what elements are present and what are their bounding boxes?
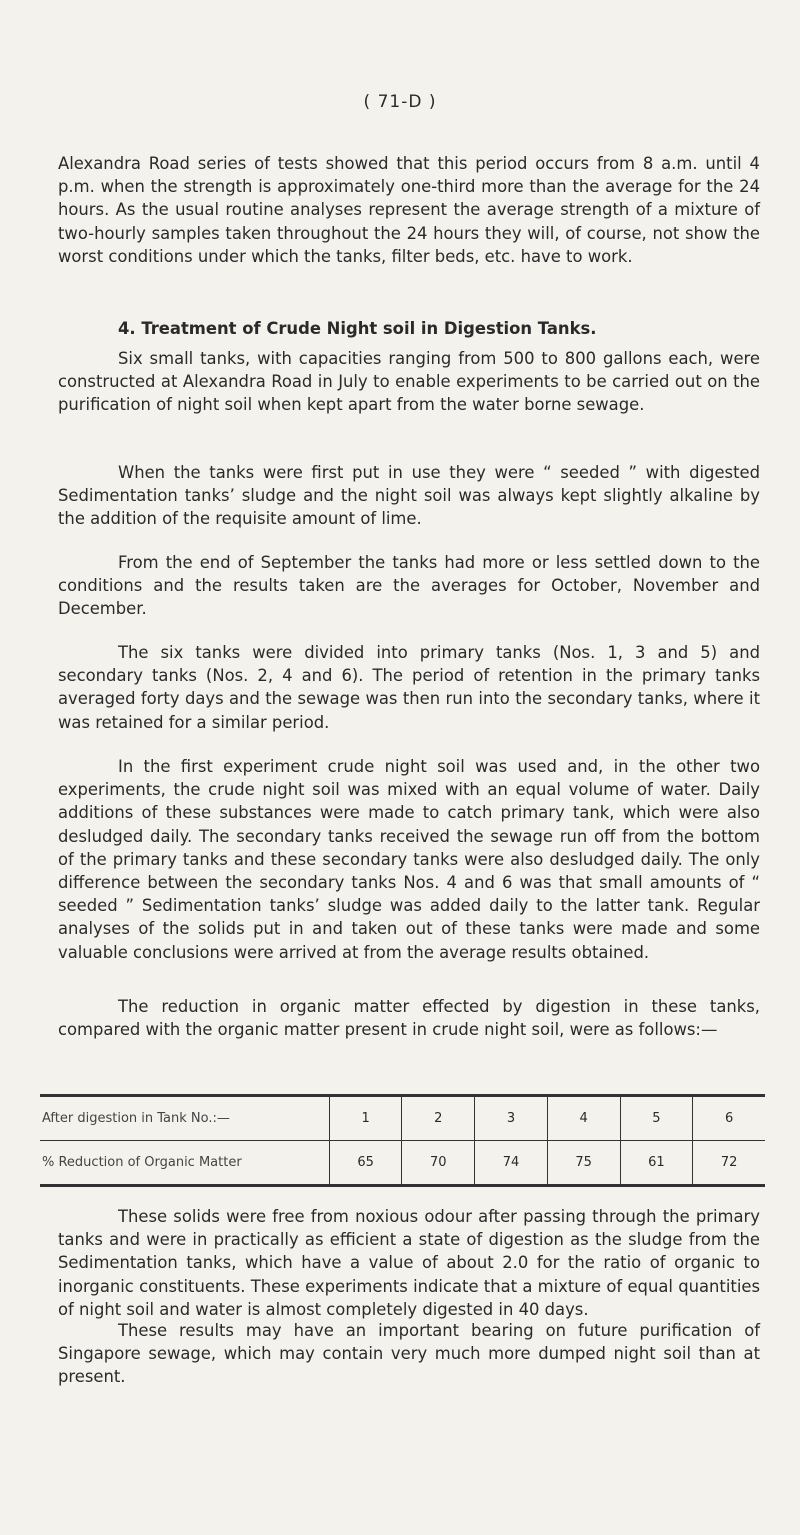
table-cell-reduction: 74 [475, 1141, 548, 1186]
intro-paragraph: Alexandra Road series of tests showed that this period occurs from 8 a.m. until 4 p.m. when the strength is approximately one-third more than the average for the 24 hours. As the usual routine analyses represent the average strength of a mixture of two-hourly samples taken throughout the 24 hours they will, of course, not show the worst conditions under which the tanks, filter beds, etc. have to work. [58, 154, 760, 266]
table-cell-reduction: 65 [329, 1141, 402, 1186]
table-cell-tank: 2 [402, 1096, 475, 1141]
section-heading: 4. Treatment of Crude Night soil in Digestion Tanks. [118, 319, 597, 338]
table-cell-reduction: 72 [693, 1141, 765, 1186]
table-cell-tank: 5 [620, 1096, 693, 1141]
paragraph-future-bearing: These results may have an important bearing on future purification of Singapore sewage, which may contain very much more dumped night soil than at present. [58, 1321, 760, 1387]
paragraph-averages: From the end of September the tanks had more or less settled down to the conditions and the results taken are the averages for October, November and December. [58, 553, 760, 619]
table-cell-tank: 1 [329, 1096, 402, 1141]
page-number: ( 71-D ) [363, 92, 437, 112]
table-cell-reduction: 70 [402, 1141, 475, 1186]
paragraph-seeding: When the tanks were first put in use they were “ seeded ” with digested Sedimentation tanks’ sludge and the night soil was always kept slightly alkaline by the addition of the requisite amount of lime. [58, 463, 760, 529]
table-row-tank-numbers [40, 1096, 765, 1141]
paragraph-tank-division: The six tanks were divided into primary tanks (Nos. 1, 3 and 5) and secondary tanks (Nos. 2, 4 and 6). The period of retention in the primary tanks averaged forty days and the sewage was then run into the secondary tanks, where it was retained for a similar period. [58, 643, 760, 732]
paragraph-experiments: In the first experiment crude night soil was used and, in the other two experiments, the crude night soil was mixed with an equal volume of water. Daily additions of these substances were made to catch primary tank, which were also desludged daily. The secondary tanks received the sewage run off from the bottom of the primary tanks and these secondary tanks were also desludged daily. The only difference between the secondary tanks Nos. 4 and 6 was that small amounts of “ seeded ” Sedimentation tanks’ sludge was added daily to the latter tank. Regular analyses of the solids put in and taken out of these tanks were made and some valuable conclusions were arrived at from the average results obtained. [58, 757, 760, 962]
table-cell-reduction: 61 [620, 1141, 693, 1186]
paragraph-reduction-intro: The reduction in organic matter effected by digestion in these tanks, compared with the organic matter present in crude night soil, were as follows:— [58, 997, 760, 1040]
table-row-reduction [40, 1141, 765, 1186]
organic-reduction-table [40, 1094, 765, 1187]
table-cell-tank: 4 [547, 1096, 620, 1141]
paragraph-tank-construction: Six small tanks, with capacities ranging from 500 to 800 gallons each, were constructed at Alexandra Road in July to enable experiments to be carried out on the purification of night soil when kept apart from the water borne sewage. [58, 349, 760, 415]
table-cell-tank: 3 [475, 1096, 548, 1141]
table-row-label: After digestion in Tank No.:— [40, 1096, 329, 1141]
paragraph-conclusions: These solids were free from noxious odour after passing through the primary tanks and were in practically as efficient a state of digestion as the sludge from the Sedimentation tanks, which have a value of about 2.0 for the ratio of organic to inorganic constituents. These experiments indicate that a mixture of equal quantities of night soil and water is almost completely digested in 40 days. [58, 1207, 760, 1319]
table-cell-tank: 6 [693, 1096, 765, 1141]
table-row-label: % Reduction of Organic Matter [42, 1155, 242, 1170]
table-cell-reduction: 75 [547, 1141, 620, 1186]
